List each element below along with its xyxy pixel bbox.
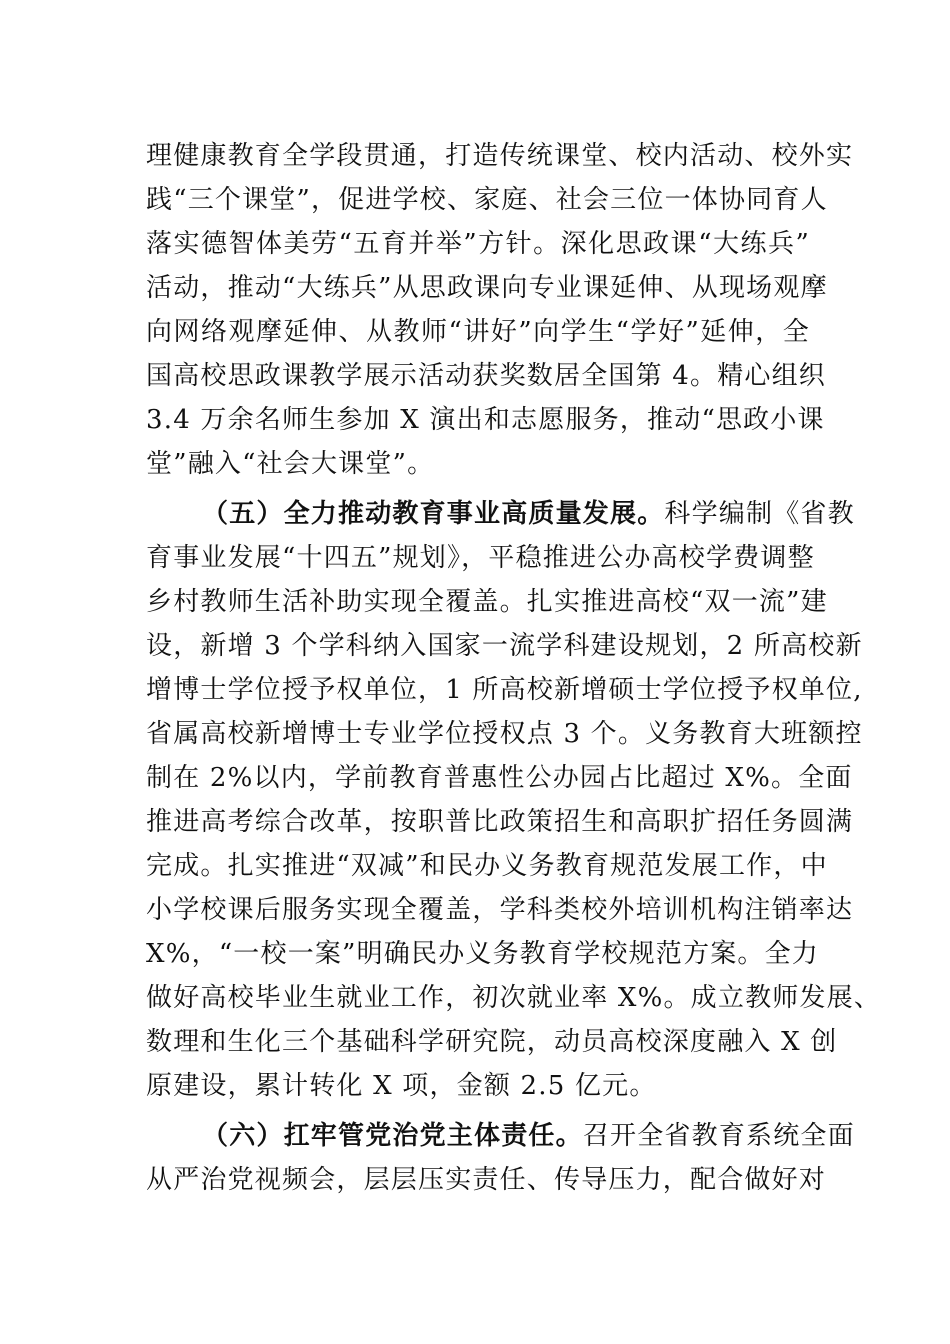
- paragraph-line: 原建设，累计转化 X 项，金额 2.5 亿元。: [146, 1071, 657, 1101]
- paragraph-line: 活动，推动“大练兵”从思政课向专业课延伸、从现场观摩: [146, 273, 828, 303]
- section-five-first-text: 科学编制《省教: [664, 499, 855, 529]
- section-five-heading: （五）全力推动教育事业高质量发展。: [202, 499, 665, 529]
- paragraph-line: 育事业发展“十四五”规划》，平稳推进公办高校学费调整: [146, 543, 815, 573]
- section-six-heading: （六）扛牢管党治党主体责任。: [202, 1121, 583, 1151]
- section-six-first-line: [202, 1114, 855, 1158]
- paragraph-line: 推进高考综合改革，按职普比政策招生和高职扩招任务圆满: [146, 807, 854, 837]
- paragraph-line: 乡村教师生活补助实现全覆盖。扎实推进高校“双一流”建: [146, 587, 828, 617]
- paragraph-line: 理健康教育全学段贯通，打造传统课堂、校内活动、校外实: [146, 141, 854, 171]
- section-six-first-text: 召开全省教育系统全面: [582, 1121, 855, 1151]
- paragraph-line: 数理和生化三个基础科学研究院，动员高校深度融入 X 创: [146, 1027, 838, 1057]
- paragraph-line: 堂”融入“社会大课堂”。: [146, 449, 435, 479]
- paragraph-line: 设，新增 3 个学科纳入国家一流学科建设规划，2 所高校新: [146, 631, 863, 661]
- paragraph-line: 向网络观摩延伸、从教师“讲好”向学生“学好”延伸，全: [146, 317, 810, 347]
- section-five-first-line: [202, 492, 855, 536]
- paragraph-line: 践“三个课堂”，促进学校、家庭、社会三位一体协同育人: [146, 185, 828, 215]
- paragraph-line: X%，“一校一案”明确民办义务教育学校规范方案。全力: [146, 939, 819, 969]
- paragraph-line: 增博士学位授予权单位，1 所高校新增硕士学位授予权单位,: [146, 675, 863, 705]
- paragraph-line: 做好高校毕业生就业工作，初次就业率 X%。成立教师发展、: [146, 983, 882, 1013]
- paragraph-line: 省属高校新增博士专业学位授权点 3 个。义务教育大班额控: [146, 719, 863, 749]
- paragraph-line: 从严治党视频会，层层压实责任、传导压力，配合做好对: [146, 1165, 827, 1195]
- paragraph-line: 制在 2%以内，学前教育普惠性公办园占比超过 X%。全面: [146, 763, 853, 793]
- paragraph-line: 小学校课后服务实现全覆盖，学科类校外培训机构注销率达: [146, 895, 854, 925]
- paragraph-line: 完成。扎实推进“双减”和民办义务教育规范发展工作，中: [146, 851, 828, 881]
- paragraph-line: 落实德智体美劳“五育并举”方针。深化思政课“大练兵”: [146, 229, 810, 259]
- paragraph-line: 3.4 万余名师生参加 X 演出和志愿服务，推动“思政小课: [146, 405, 825, 435]
- paragraph-line: 国高校思政课教学展示活动获奖数居全国第 4。精心组织: [146, 361, 827, 391]
